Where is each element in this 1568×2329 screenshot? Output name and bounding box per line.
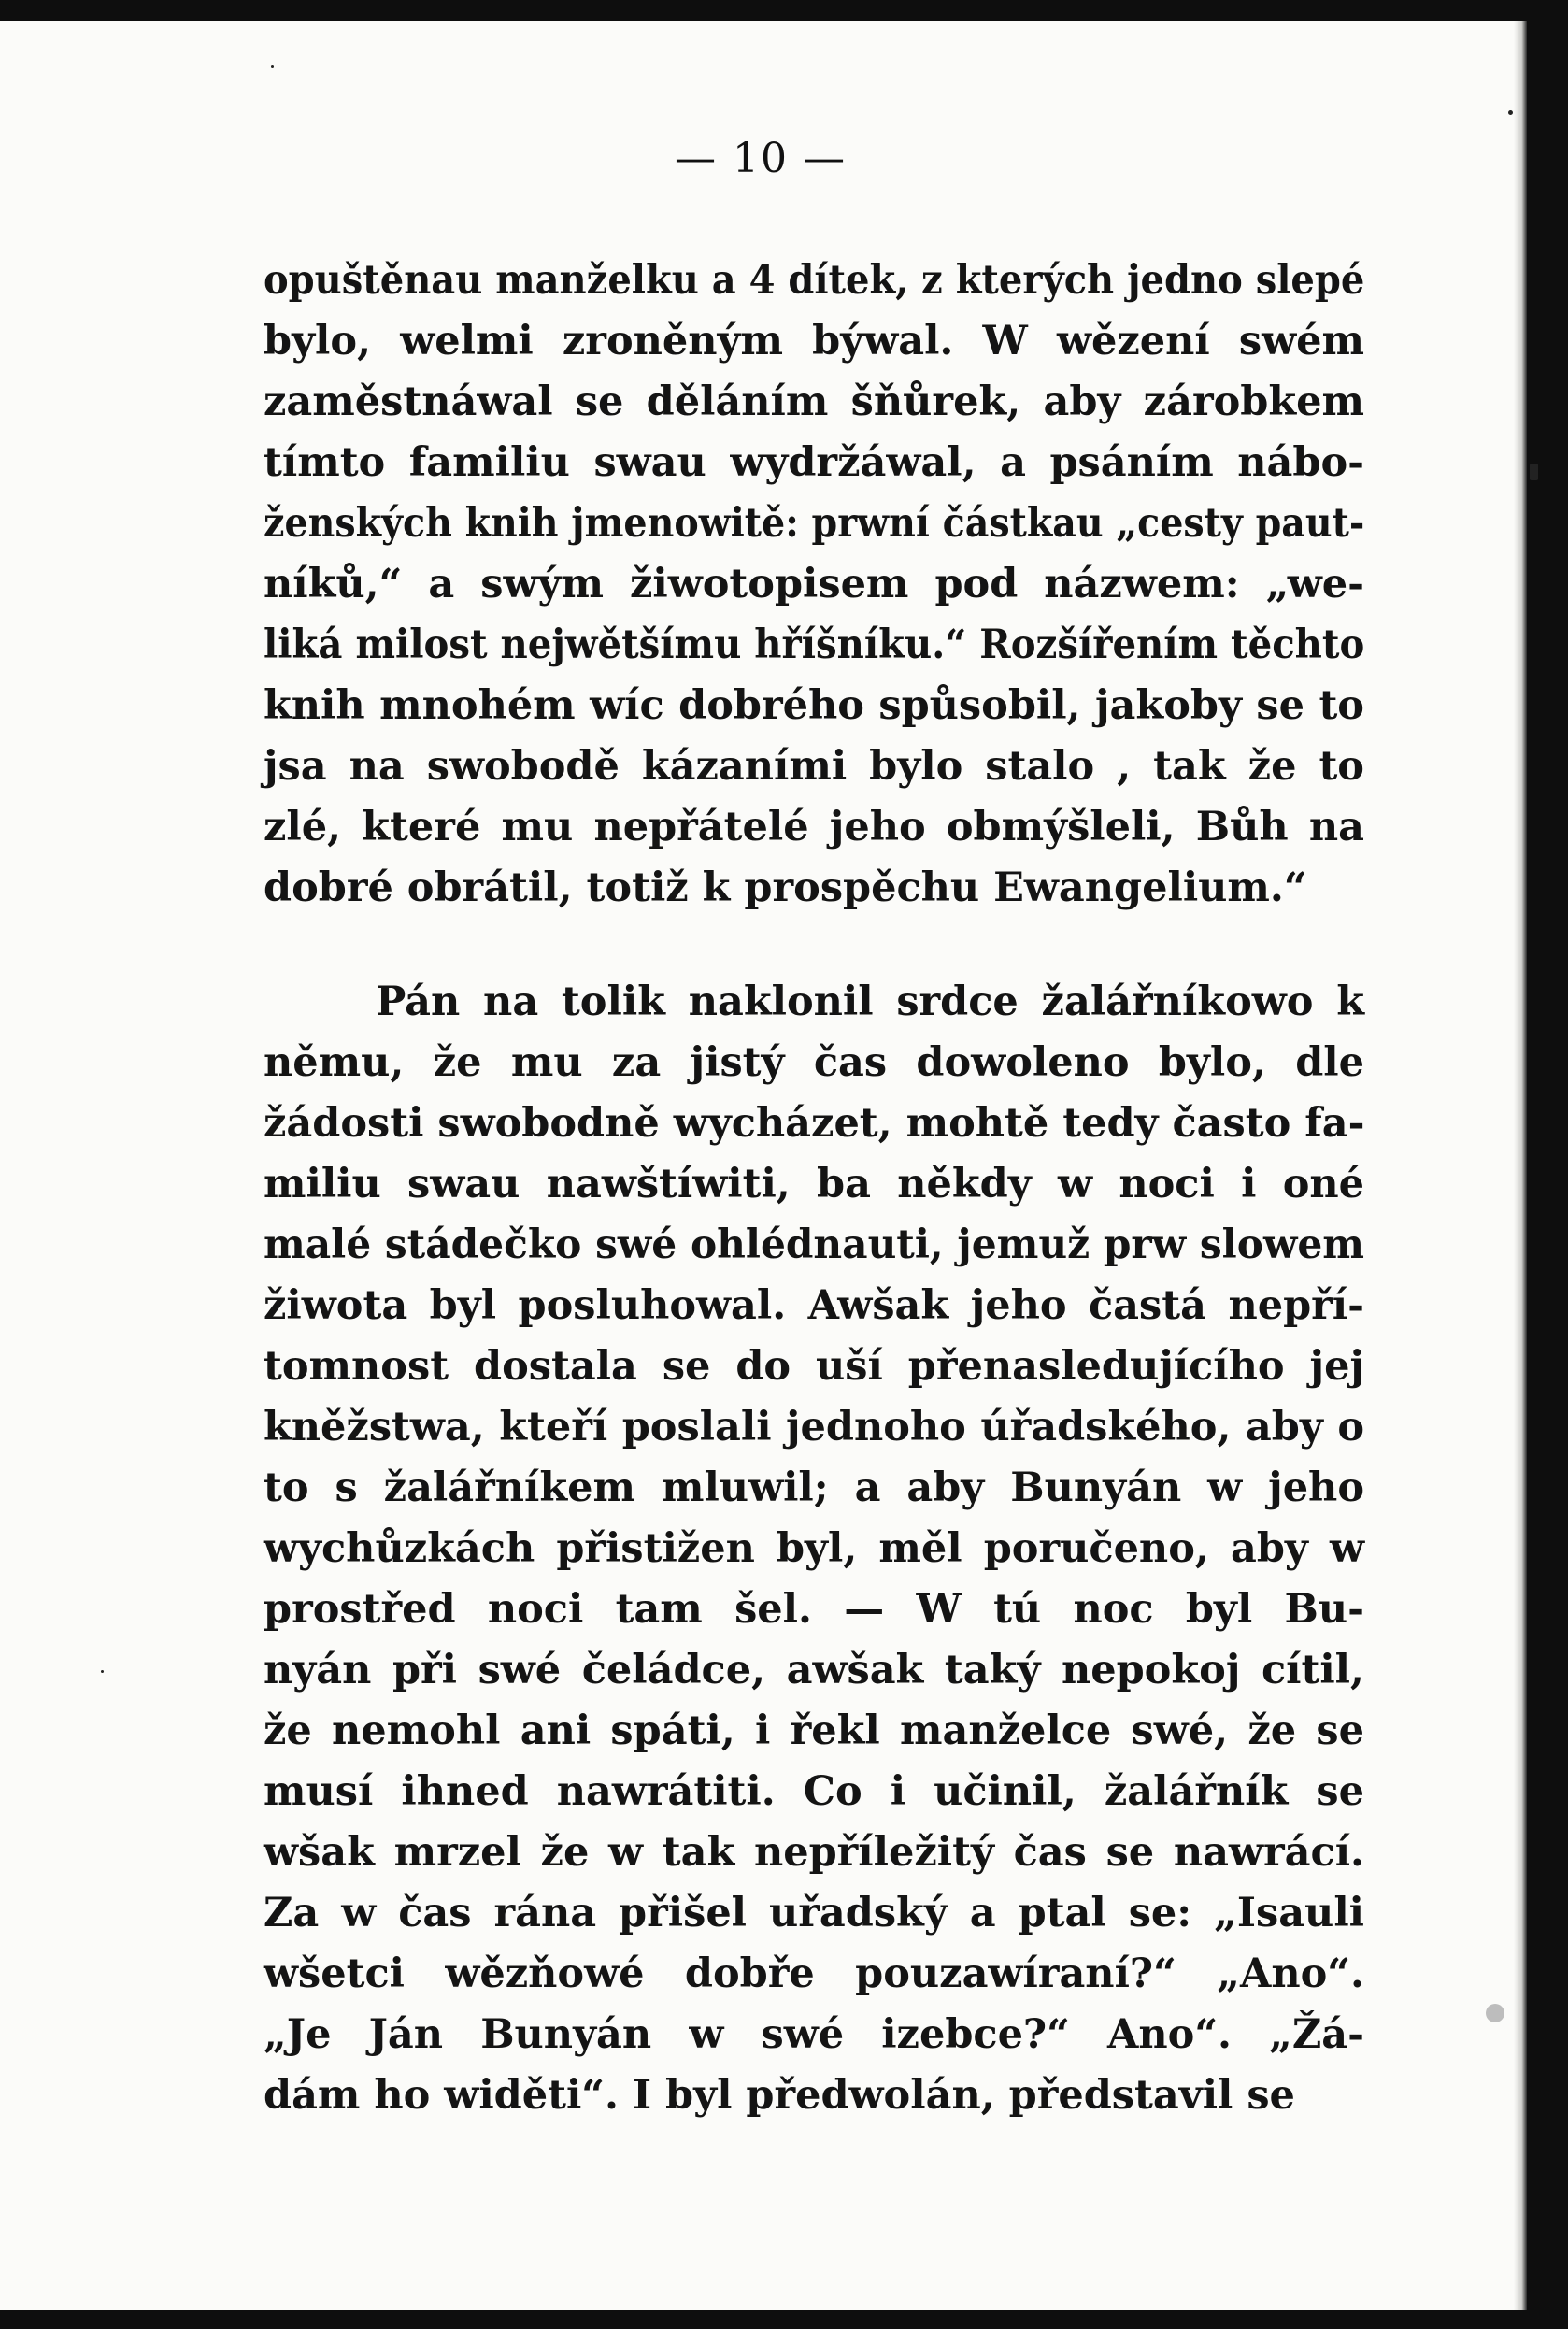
text-line: Za w čas rána přišel uřadský a ptal se: „Isauli	[264, 1890, 1364, 1936]
text-line: ženských knih jmenowitě: prwní částkau „cesty paut-	[264, 500, 1365, 547]
ink-speck	[1530, 464, 1538, 480]
ink-speck	[1508, 110, 1513, 115]
text-line: liká milost nejwětšímu hříšníku.“ Rozšířením těchto	[264, 622, 1365, 668]
text-line: wychůzkách přistižen byl, měl poručeno, aby w	[264, 1525, 1364, 1572]
ink-speck	[1486, 2004, 1504, 2022]
text-line: wšak mrzel že w tak nepříležitý čas se nawrácí.	[264, 1829, 1364, 1876]
page-number: — 10 —	[675, 135, 847, 182]
page-edge-shadow	[1514, 21, 1527, 2310]
ink-speck	[271, 65, 274, 68]
paragraph-1	[264, 250, 1364, 919]
text-line: Pán na tolik naklonil srdce žalářníkowo k	[376, 979, 1364, 1025]
text-line: bylo, welmi zroněným býwal. W wězení swém	[264, 318, 1364, 364]
text-line: musí ihned nawrátiti. Co i učinil, žalářník se	[264, 1768, 1364, 1815]
text-line: kněžstwa, kteří poslali jednoho úřadského, aby o	[264, 1404, 1364, 1450]
text-line: žádosti swobodně wycházet, mohtě tedy často fa-	[264, 1100, 1365, 1147]
text-line: dobré obrátil, totiž k prospěchu Ewangelium.“	[264, 864, 1307, 911]
text-line: to s žalářníkem mluwil; a aby Bunyán w jeho	[264, 1465, 1364, 1511]
text-line: jsa na swobodě kázaními bylo stalo , tak že to	[264, 743, 1364, 790]
text-line: němu, že mu za jistý čas dowoleno bylo, dle	[264, 1039, 1364, 1086]
text-line: že nemohl ani spáti, i řekl manželce swé, že se	[264, 1707, 1364, 1754]
text-line: tímto familiu swau wydržáwal, a psáním nábo-	[264, 439, 1364, 486]
text-line: opuštěnau manželku a 4 dítek, z kterých jedno slepé	[264, 257, 1365, 304]
text-line: prostřed noci tam šel. — W tú noc byl Bu-	[264, 1586, 1364, 1633]
text-line: tomnost dostala se do uší přenasledujícího jej	[264, 1343, 1364, 1390]
text-line: „Je Ján Bunyán w swé izebce?“ Ano“. „Žá-	[264, 2011, 1364, 2058]
text-line: zaměstnáwal se děláním šňůrek, aby zárobkem	[264, 379, 1364, 425]
paragraph-2	[264, 972, 1364, 2126]
text-line: malé stádečko swé ohlédnauti, jemuž prw slowem	[264, 1222, 1364, 1268]
text-line: zlé, které mu nepřátelé jeho obmýšleli, Bůh na	[264, 804, 1364, 850]
text-line: žiwota byl posluhowal. Awšak jeho častá nepří-	[264, 1282, 1364, 1329]
text-line: knih mnohém wíc dobrého spůsobil, jakoby se to	[264, 682, 1364, 729]
text-line: dám ho widěti“. I byl předwolán, představil se	[264, 2072, 1295, 2119]
book-page	[0, 21, 1521, 2310]
text-line: wšetci wězňowé dobře pouzawíraní?“ „Ano“.	[264, 1950, 1364, 1997]
text-line: nyán při swé čeládce, awšak taký nepokoj cítil,	[264, 1647, 1364, 1693]
text-line: miliu swau nawštíwiti, ba někdy w noci i oné	[264, 1161, 1364, 1207]
ink-speck	[101, 1670, 104, 1673]
text-line: níků,“ a swým žiwotopisem pod názwem: „we-	[264, 561, 1364, 607]
